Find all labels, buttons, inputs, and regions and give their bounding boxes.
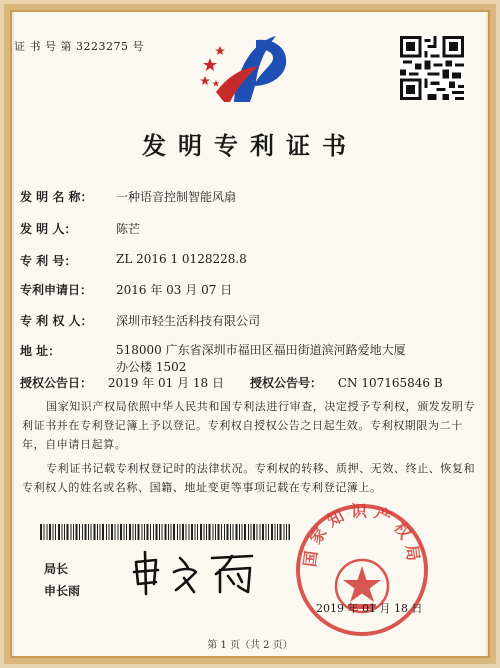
director-title: 局长 <box>44 562 69 576</box>
field-value: 陈芒 <box>116 222 141 236</box>
field-value: ZL 2016 1 0128228.8 <box>116 252 247 266</box>
field-value: 518000 广东省深圳市福田区福田街道滨河路爱地大厦办公楼 1502 <box>116 343 406 374</box>
field-value: 一种语音控制智能风扇 <box>116 190 237 204</box>
field-label: 授权公告日： <box>20 376 93 390</box>
field-label: 专 利 号： <box>20 254 77 268</box>
field-grant-number <box>250 374 443 391</box>
field-label: 专利申请日： <box>20 283 93 297</box>
field-value: 2016 年 03 月 07 日 <box>116 283 233 297</box>
field-label: 发 明 人： <box>20 222 77 236</box>
qr-code-icon <box>400 36 464 100</box>
certificate-number <box>14 38 144 54</box>
field-patent-number <box>20 252 247 269</box>
field-label: 地 址： <box>20 344 61 358</box>
director-name: 申长雨 <box>44 584 81 598</box>
field-invention-name <box>20 188 236 205</box>
field-label: 发 明 名 称： <box>20 190 93 204</box>
legal-paragraph-1: 国家知识产权局依照中华人民共和国专利法进行审查，决定授予专利权，颁发发明专利证书并在专利登记簿上予以登记。专利权自授权公告之日起生效。专利权期限为二十年，自申请日起算。 <box>22 400 476 451</box>
field-value: 深圳市轻生活科技有限公司 <box>116 314 261 328</box>
certificate-number-value: 第 3223275 号 <box>60 40 144 53</box>
field-inventor <box>20 220 140 237</box>
director-signature-icon <box>128 548 268 596</box>
field-label: 专 利 权 人： <box>20 314 93 328</box>
cnipa-emblem-icon <box>196 30 296 108</box>
field-label: 授权公告号： <box>250 376 323 390</box>
field-patentee <box>20 312 260 329</box>
field-address <box>20 342 416 376</box>
field-grant-date <box>20 374 224 391</box>
svg-text:国家知识产权局: 国家知识产权局 <box>300 501 424 569</box>
field-value: CN 107165846 B <box>337 376 443 390</box>
certificate-title: 发明专利证书 <box>142 131 358 160</box>
official-seal-icon <box>292 500 432 640</box>
seal-date: 2019 年 01 月 18 日 <box>316 602 423 615</box>
page-indicator: 第 1 页（共 2 页） <box>207 640 293 651</box>
field-value: 2019 年 01 月 18 日 <box>107 376 224 390</box>
legal-paragraph-2: 专利证书记载专利权登记时的法律状况。专利权的转移、质押、无效、终止、恢复和专利权人的姓名或名称、国籍、地址变更等事项记载在专利登记簿上。 <box>22 462 476 494</box>
field-filing-date <box>20 281 232 298</box>
certificate-number-label: 证 书 号 <box>14 40 57 53</box>
barcode-strip-icon <box>40 524 290 540</box>
